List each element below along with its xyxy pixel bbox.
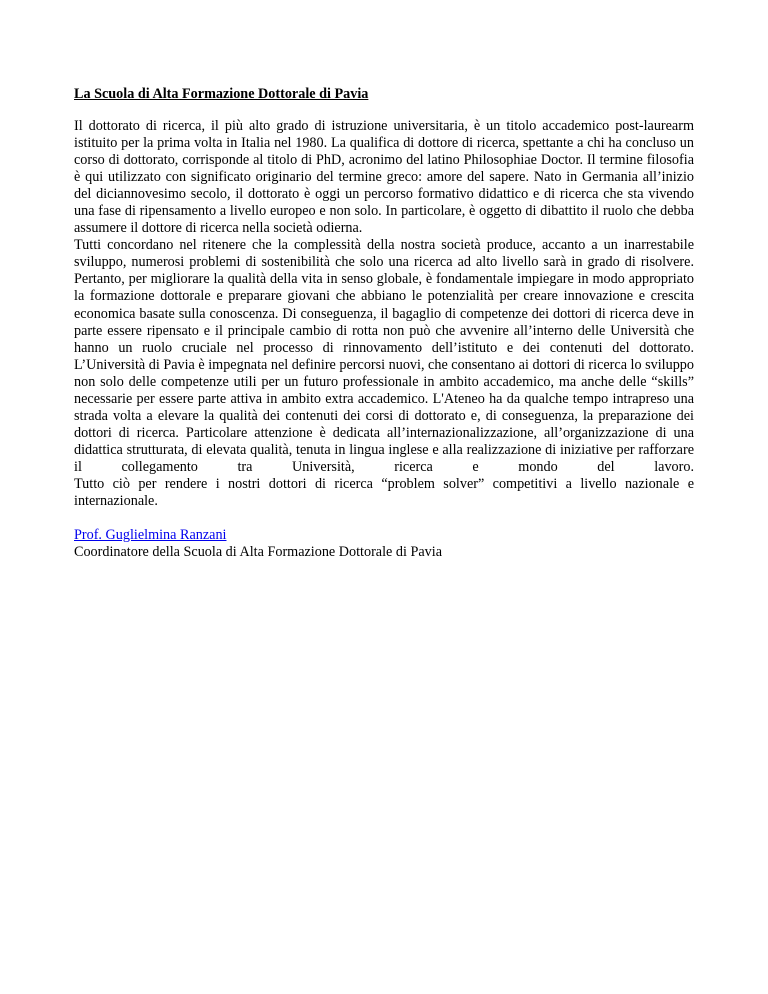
paragraph-1: Il dottorato di ricerca, il più alto grado di istruzione universitaria, è un titolo accademico post-laurearm istituito per la prima volta in Italia nel 1980. La qualifica di dottore di ricerca, spettante a chi ha concluso un corso di dottorato, corrisponde al titolo di PhD, acronimo del latino Philosophiae Doctor. Il termine filosofia è qui utilizzato con significato originario del termine greco: amore del sapere. Nato in Germania all’inizio del diciannovesimo secolo, il dottorato è oggi un percorso formativo didattico e di ricerca che sta vivendo una fase di ripensamento a livello europeo e non solo. In particolare, è oggetto di dibattito il ruolo che debba assumere il dottore di ricerca nella società odierna.: [74, 118, 694, 237]
document-title: La Scuola di Alta Formazione Dottorale di Pavia: [74, 86, 369, 102]
author-link[interactable]: Prof. Guglielmina Ranzani: [74, 527, 227, 544]
paragraph-2: Tutti concordano nel ritenere che la complessità della nostra società produce, accanto a un inarrestabile sviluppo, numerosi problemi di sostenibilità che solo una ricerca ad alto livello sarà in grado di risolvere. Pertanto, per migliorare la qualità della vita in senso globale, è fondamentale impiegare in modo appropriato la formazione dottorale e preparare giovani che abbiano le potenzialità per creare innovazione e crescita economica basate sulla conoscenza. Di conseguenza, il bagaglio di competenze dei dottori di ricerca deve in parte essere ripensato e il principale cambio di rotta non può che avvenire all’interno delle Università che hanno un ruolo cruciale nel processo di rinnovamento dell’istituto e dei contenuti del dottorato.: [74, 237, 694, 356]
document-body: [74, 118, 694, 510]
document-page: [74, 86, 694, 561]
paragraph-3: L’Università di Pavia è impegnata nel definire percorsi nuovi, che consentano ai dottori di ricerca lo sviluppo non solo delle competenze utili per un futuro professionale in ambito accademico, ma anche delle “skills” necessarie per essere parte attiva in ambito extra accademico. L'Ateneo ha da qualche tempo intrapreso una strada volta a elevare la qualità dei contenuti dei corsi di dottorato e, di conseguenza, la preparazione dei dottori di ricerca. Particolare attenzione è dedicata all’internazionalizzazione, all’organizzazione di una didattica strutturata, di elevata qualità, tenuta in lingua inglese e alla realizzazione di iniziative per rafforzare il collegamento tra Università, ricerca e mondo del lavoro.: [74, 356, 694, 475]
paragraph-4: Tutto ciò per rendere i nostri dottori di ricerca “problem solver” competitivi a livello nazionale e internazionale.: [74, 475, 694, 510]
author-role: Coordinatore della Scuola di Alta Formazione Dottorale di Pavia: [74, 544, 442, 561]
signature-block: [74, 527, 694, 561]
